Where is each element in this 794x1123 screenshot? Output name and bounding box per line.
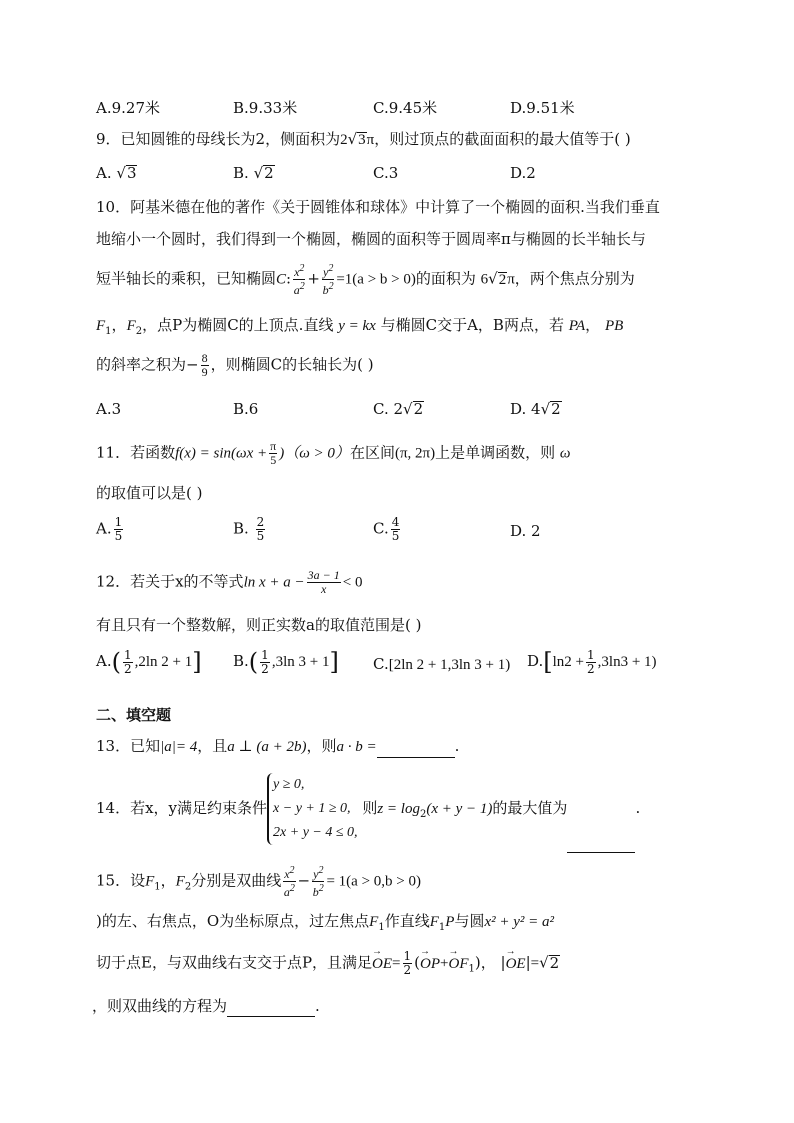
q11-stem: 11．若函数f(x) = sin(ωx + $\frac{\pi}{5}$ )（ω > 0）在区间(π, 2π)上是单调函数，则 ω — [96, 439, 571, 467]
q15-line-4: ，则双曲线的方程为 . — [92, 997, 320, 1015]
q9-stem: 9．已知圆锥的母线长为2，侧面积为2√3π，则过顶点的截面面积的最大值等于( ) — [96, 130, 631, 148]
q10-line-1: 10．阿基米德在他的著作《关于圆锥体和球体》中计算了一个椭圆的面积.当我们垂直 — [96, 198, 660, 216]
q11-option-d: D. 2 — [510, 522, 541, 540]
q12-option-d: D.[ln2 + $\frac{1}{2}$ ,3ln3 + 1) — [527, 647, 657, 676]
q8-option-b: B.9.33米 — [233, 99, 298, 117]
q14-constraints: y ≥ 0, x − y + 1 ≥ 0, 2x + y − 4 ≤ 0, — [267, 773, 358, 845]
q10-option-d: D. 4√2 — [510, 400, 561, 418]
q8-option-d: D.9.51米 — [510, 99, 575, 117]
q11-option-b: B. $\frac{2}{5}$ — [233, 515, 265, 543]
q8-option-c: C.9.45米 — [373, 99, 438, 117]
q9-area-coef: 2 — [340, 132, 348, 148]
q10-option-a: A.3 — [96, 400, 122, 418]
q15-line-2: )的左、右焦点，O为坐标原点，过左焦点$F_1$作直线$F_1P$与圆x² + y² = a² — [96, 912, 555, 933]
q13-answer-blank[interactable] — [377, 743, 455, 758]
q11-line-2: 的取值可以是( ) — [96, 484, 203, 502]
q10-line-4: $F_1$，$F_2$，点P为椭圆C的上顶点.直线 y = kx 与椭圆C交于A，B两点，若 PA， PB — [96, 316, 624, 337]
q11-option-a: A. $\frac{1}{5}$ — [96, 515, 123, 543]
q9-option-d: D.2 — [510, 164, 536, 182]
q12-option-c: C.[2ln 2 + 1,3ln 3 + 1) — [373, 655, 511, 673]
q8-option-a: A.9.27米 — [96, 99, 160, 117]
q12-option-b: B.( $\frac{1}{2}$ ,3ln 3 + 1] — [233, 647, 339, 676]
q12-option-a: A.( $\frac{1}{2}$ ,2ln 2 + 1] — [96, 647, 202, 676]
q11-option-c: C. $\frac{4}{5}$ — [373, 515, 400, 543]
q10-option-c: C. 2√2 — [373, 400, 424, 418]
q13-stem: 13．已知|a|= 4，且a ⊥ (a + 2b)，则a · b = . — [96, 735, 459, 758]
q14-answer-blank[interactable] — [567, 838, 635, 853]
q10-option-b: B.6 — [233, 400, 259, 418]
q12-stem: 12．若关于x的不等式ln x + a − $\frac{3a - 1}{x}$ < 0 — [96, 568, 363, 596]
q15-answer-blank[interactable] — [227, 1002, 315, 1017]
q9-area-pi: π — [366, 132, 375, 148]
q9-option-c: C.3 — [373, 164, 399, 182]
q10-line-2: 地缩小一个圆时，我们得到一个椭圆，椭圆的面积等于圆周率π与椭圆的长半轴长与 — [96, 230, 646, 248]
q9-area-rad: 3 — [358, 132, 366, 148]
q10-line-3: 短半轴长的乘积，已知椭圆C: $\frac{x^2}{a^2}$ + $\frac{y^2}{b^2}$ =1(a > b > 0)的面积为 6√2π，两个焦点分别为 — [96, 263, 635, 297]
q9-option-a: A. √3 — [96, 164, 137, 182]
q10-line-5: 的斜率之积为− $\frac{8}{9}$ ，则椭圆C的长轴长为( ) — [96, 351, 374, 379]
q12-line-2: 有且只有一个整数解，则正实数a的取值范围是( ) — [96, 616, 422, 634]
q14-stem: 14．若x，y满足约束条件 y ≥ 0, x − y + 1 ≥ 0, 2x + y − 4 ≤ 0, 则$z = \log_2(x + y - 1)$的最大值为 . — [96, 770, 640, 853]
q9-option-b: B. √2 — [233, 164, 274, 182]
q15-line-1: 15．设$F_1$，$F_2$分别是双曲线 $\frac{x^2}{a^2}$ − $\frac{y^2}{b^2}$ = 1(a > 0,b > 0) — [96, 865, 421, 899]
q9-text-a: 9．已知圆锥的母线长为2，侧面积为 — [96, 130, 341, 148]
section-title: 二、填空题 — [96, 706, 172, 724]
q15-line-3: 切于点E，与双曲线右支交于点P，且满足→ OE= $\frac{1}{2}$ (→ $OP+\to OF_1$)， |→ OE|=√2 — [96, 950, 560, 981]
q9-text-b: ，则过顶点的截面面积的最大值等于( ) — [374, 130, 631, 148]
